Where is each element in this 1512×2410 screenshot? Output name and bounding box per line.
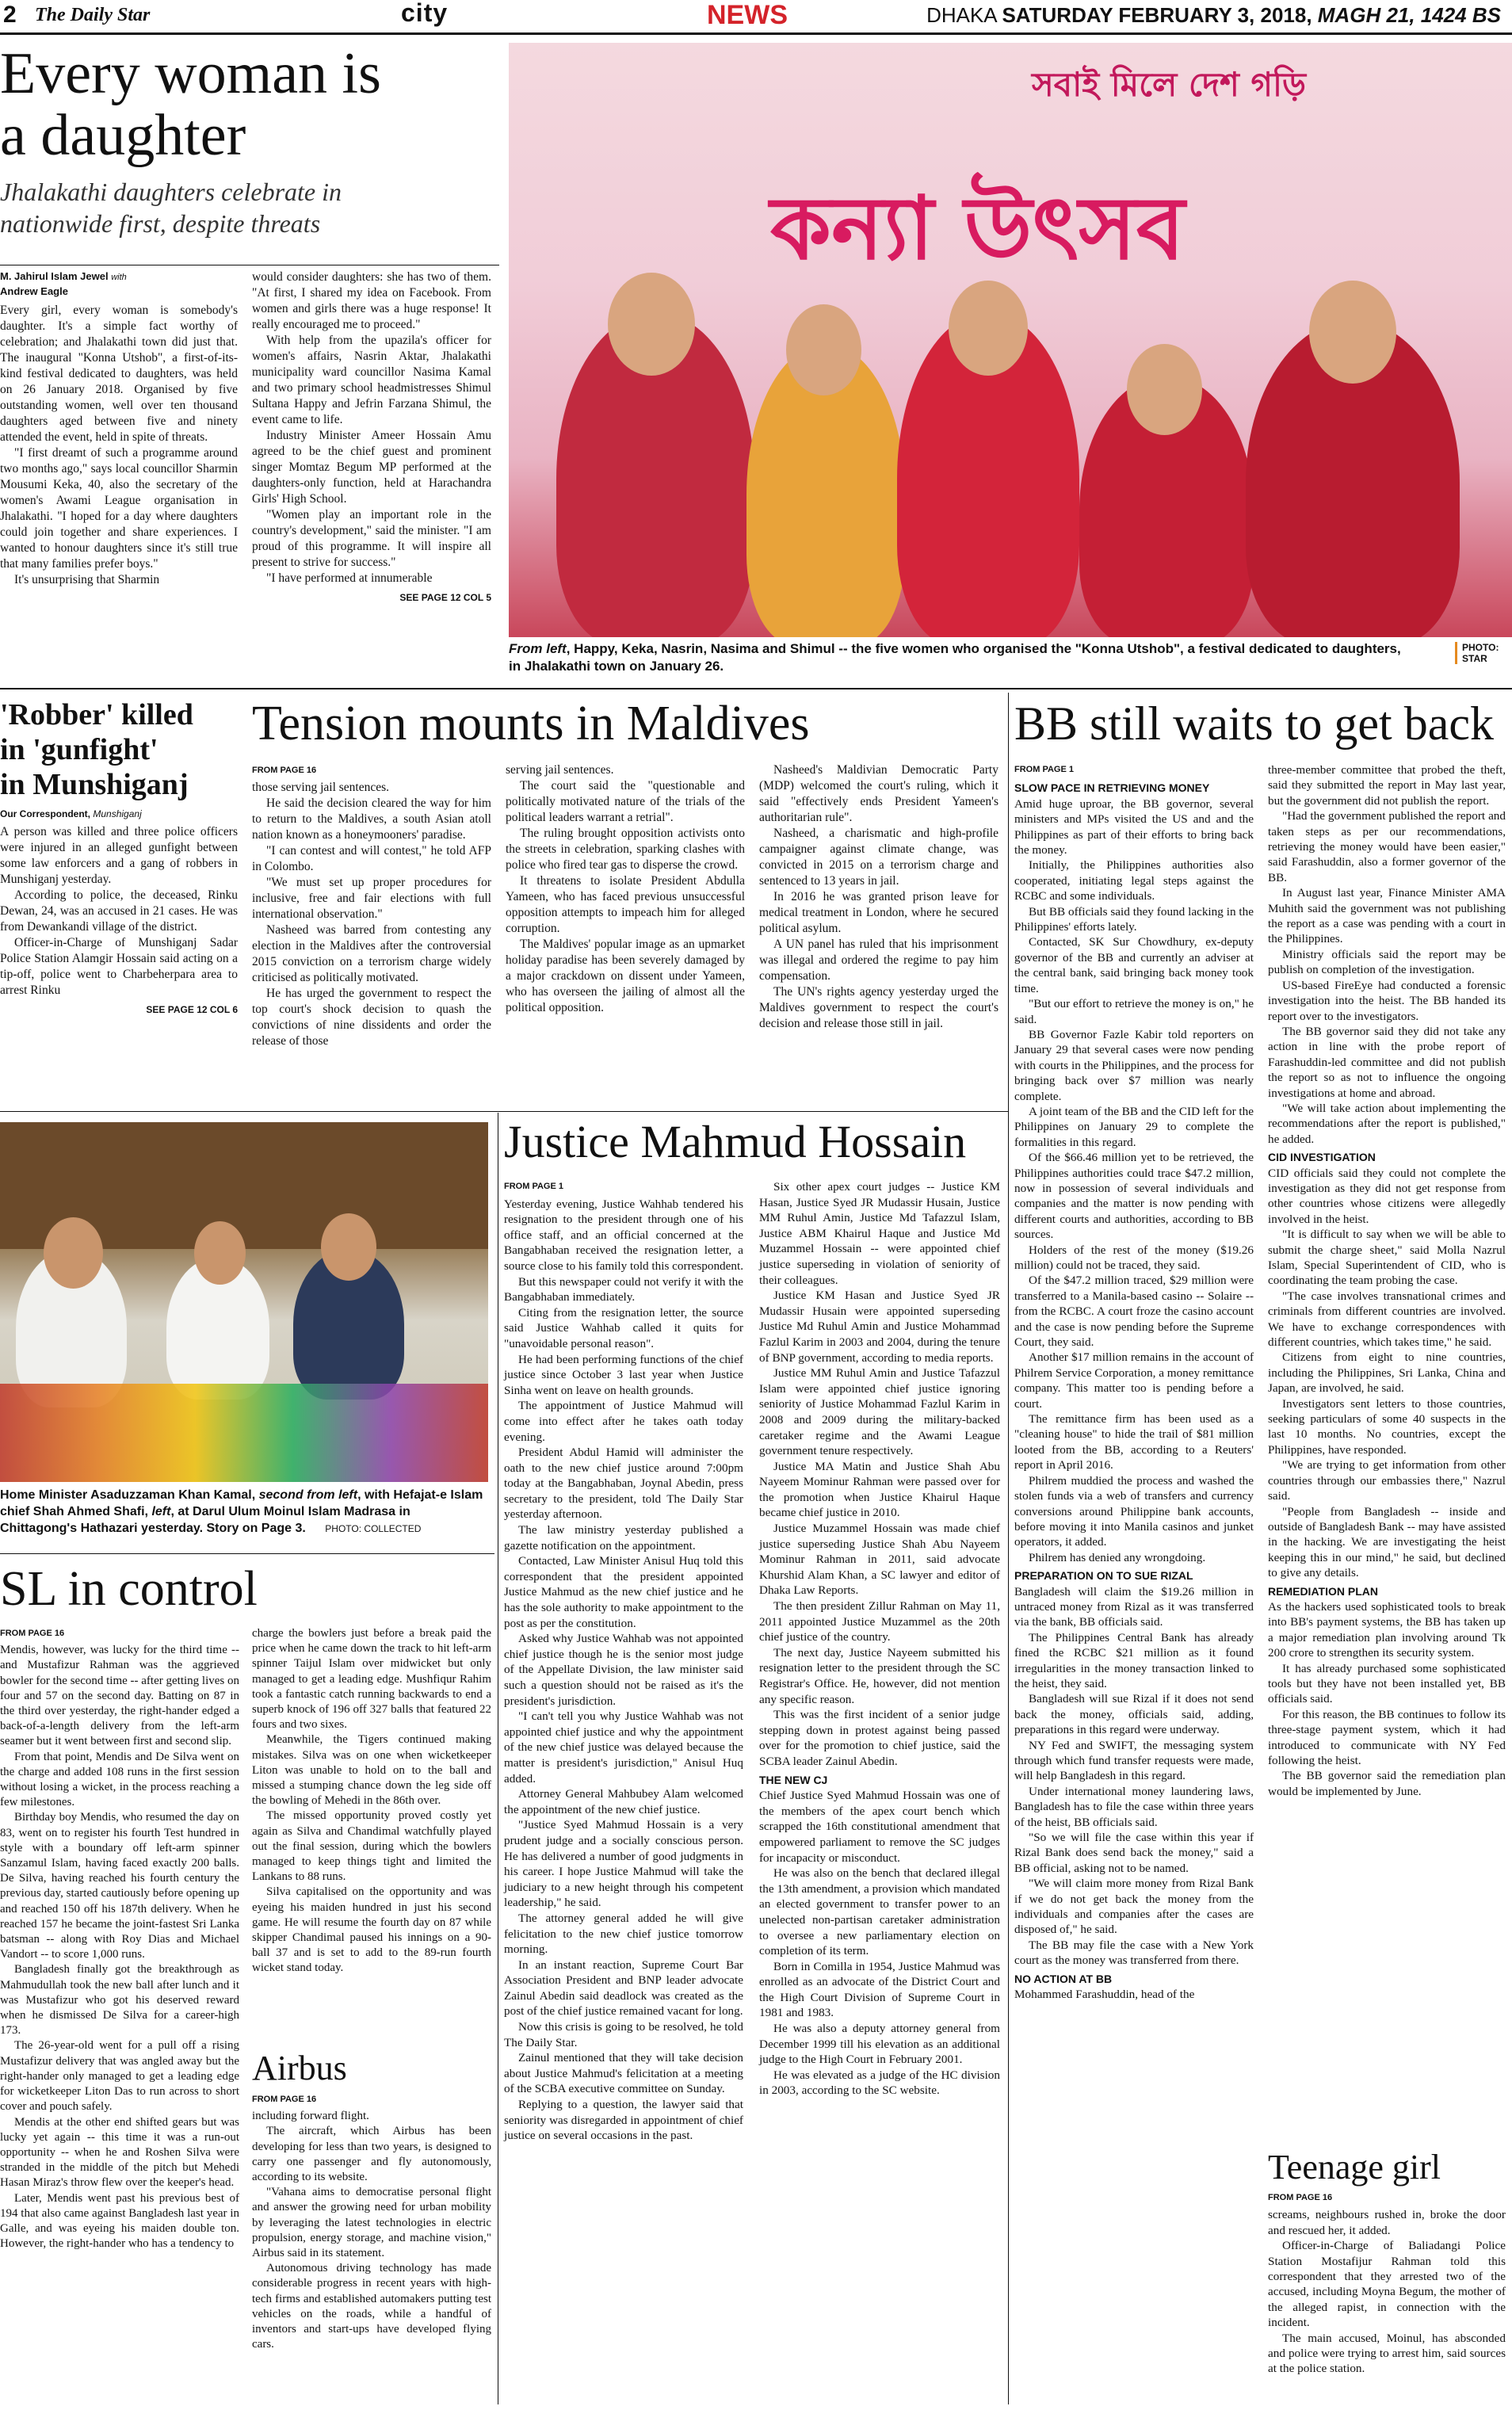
story4-col2: [1268, 762, 1506, 1799]
paragraph: Six other apex court judges -- Justice KM Hasan, Justice Syed JR Mudassir Husain, Justice MM Ruhul Amin, Justice Md Tafazzul Islam, Justice ABM Khairul Haque and Justice Md Muzammel Hossain -- were appointed chief justice superseding in violation of seniority of their colleagues.: [759, 1180, 1000, 1287]
paragraph: Justice KM Hasan and Justice Syed JR Mudassir Husain were appointed superseding Justice Md Ruhul Amin and Justice Mohammad Fazlul Karim in 2003 and 2004, during the tenure of BNP government, according to media reports.: [759, 1289, 1000, 1365]
jump-link[interactable]: SEE PAGE 12 COL 5: [399, 592, 491, 603]
paragraph: He had been performing functions of the chief justice since October 3 last year when Justice Sinha went on leave on health grounds.: [504, 1352, 743, 1397]
story6-col1: FROM PAGE 1 Yesterday evening, Justice Wahhab tendered his resignation to the president through one of his office staff, and an official concerned at the Bangabhaban received the resignation letter, a source close to his family told this correspondent. But this newspaper could not verify it with the Bangabhaban immediately. Citing from the resignation letter, the source said Justice Wahhab called it quits for "unavoidable personal reason". He had been performing functions of the chief justice since October 3 last year when Justice Sinha went on leave on health grounds. The appointment of Justice Mahmud will come into effect after he takes oath today evening. President Abdul Hamid will administer the oath to the new chief justice around 7:00pm today at the Bangabhaban, Joynal Abedin, press secretary to the president, told The Daily Star yesterday afternoon. The law ministry yesterday published a gazette notification on the appointment. Contacted, Law Minister Anisul Huq told this correspondent that the president appointed Justice Mahmud as the new chief justice and he has the sole authority to make appointment to the post as per the constitution. Asked why Justice Wahhab was not appointed chief justice though he is the senior most judge of the Appellate Division, the law minister said such a question should not be raised as it's the president's jurisdiction. "I can't tell you why Justice Wahhab was not appointed chief justice and why the appointment of the new chief justice was delayed because the matter is president's jurisdiction," Anisul Huq added. Attorney General Mahbubey Alam welcomed the appointment of the new chief justice. "Justice Syed Mahmud Hossain is a very prudent judge and a socially conscious person. He has delivered a number of good judgments in his career. I hope Justice Mahmud will take the judiciary to a new height through his competent leadership," he said. The attorney general added he will give felicitation to the new chief justice tomorrow morning. In an instant reaction, Supreme Court Bar Association President and BNP leader advocate Zainul Abedin said deadlock was created as the post of the chief justice remained vacant for long. Now this crisis is going to be resolved, he told The Daily Star. Zainul mentioned that they will take decision about Justice Mahmud's felicitation at a meeting of the SCBA executive committee on Sunday. Replying to a question, the lawyer said that seniority was disregarded in appointment of chief justice on several occasions in the past.: [504, 1182, 743, 2143]
paragraph: "The case involves transnational crimes and criminals from different countries are involved. We have to exchange correspondences with different countries, which takes time," he said.: [1268, 1289, 1506, 1350]
paragraph: Of the $66.46 million yet to be retrieved, the Philippines authorities could trace $47.2 million, now in possession of several individuals and companies and the matter is now pending with different courts and authorities, according to BB sources.: [1014, 1151, 1254, 1242]
paragraph: Replying to a question, the lawyer said that seniority was disregarded in appointment of chief justice on several occasions in the past.: [504, 2098, 743, 2143]
subhead: CID INVESTIGATION: [1268, 1151, 1376, 1164]
headline-robber: 'Robber' killed in 'gunfight' in Munshiganj: [0, 698, 193, 801]
paragraph: charge the bowlers just before a break paid the price when he came down the track to hit left-arm spinner Taijul Islam over midwicket but only managed to get a leading edge. Mushfiqur Rahim took a fantastic catch running backwards to end a superb knock of 196 off 327 balls that featured 22 fours and two sixes.: [252, 1627, 491, 1732]
festival-photo: [509, 43, 1512, 637]
paragraph: Mendis at the other end shifted gears but was lucky yet again -- this time it was a run-out opportunity -- when he and Roshen Silva were stranded in the middle of the pitch but Mehedi Hasan Miraz's throw flew over the keeper's head.: [0, 2115, 239, 2190]
face: [786, 304, 861, 395]
paragraph: For this reason, the BB continues to follow its three-stage payment system, which it had introduced to communicate with NY Fed following the heist.: [1268, 1707, 1506, 1767]
paragraph: From that point, Mendis and De Silva went on the charge and added 108 runs in the first session without losing a wicket, in the process reaching a few milestones.: [0, 1750, 239, 1809]
paragraph: "So we will file the case within this year if Rizal Bank does send back the money," said a BB official, asking not to be named.: [1014, 1831, 1254, 1875]
paragraph: Silva capitalised on the opportunity and was eyeing his maiden hundred in just his second game. He will resume the fourth day on 87 while skipper Chandimal paused his innings on a 90-ball 37 and is set to add to the 89-run fourth wicket stand today.: [252, 1885, 491, 1975]
paragraph: Mohammed Farashuddin, head of the: [1014, 1988, 1195, 2002]
paragraph: Justice Muzammel Hossain was made chief justice superseding Justice Shah Abu Nayeem Mominur Rahman in 2011, said advocate Khurshid Alam Khan, a SC lawyer and editor of Dhaka Law Reports.: [759, 1522, 1000, 1598]
story9-body: FROM PAGE 16 screams, neighbours rushed in, broke the door and rescued her, it added. Officer-in-Charge of Baliadangi Police Station Mostafijur Rahman told this correspondent that they arrested two of the accused, including Moyna Begum, the mother of the alleged rapist, in connection with the incident. The main accused, Moinul, has absconded and police were trying to arrest him, said sources at the police station.: [1268, 2193, 1506, 2376]
headline-justice: Justice Mahmud Hossain: [504, 1116, 967, 1167]
divider: [0, 1111, 1008, 1112]
paragraph: Bangladesh will claim the $19.26 million in untraced money from Rizal as it was transferred via the bank, BB officials said.: [1014, 1584, 1254, 1629]
paragraph: Zainul mentioned that they will take decision about Justice Mahmud's felicitation at a meeting of the SCBA executive committee on Sunday.: [504, 2051, 743, 2096]
story8-body: FROM PAGE 16 including forward flight. The aircraft, which Airbus has been developing for less than two years, is designed to carry one passenger and fly autonomously, according to its website. "Vahana aims to democratise personal flight and answer the growing need for urban mobility by leveraging the latest technologies in electric propulsion, energy storage, and machine vision," Airbus said in its statement. Autonomous driving technology has made considerable progress in recent years with high-tech firms and established automakers putting test vehicles on the roads, while a handful of inventors and start-ups have developed flying cars.: [252, 2095, 491, 2351]
paragraph: The then president Zillur Rahman on May 11, 2011 appointed Justice Muzammel as the 20th chief justice of the country.: [759, 1599, 1000, 1644]
story7-col1: FROM PAGE 16 Mendis, however, was lucky for the third time -- and Mustafizur Rahman was the aggrieved bowler for the second time -- after getting lives on four and 57 on the second day. Batting on 87 in the third over yesterday, the right-hander edged a back-of-a-length delivery from the left-arm seamer but it went between first and second slip. From that point, Mendis and De Silva went on the charge and added 108 runs in the first session without losing a wicket, in the process reaching a few milestones. Birthday boy Mendis, who resumed the day on 83, went on to register his fourth Test hundred in style with a boundary off left-arm spinner Sanzamul Islam, having faced exactly 200 balls. De Silva, having reached his fourth century the previous day, started cautiously before opening up and reached 150 off his 187th delivery. When he reached 157 he became the joint-fastest Sri Lanka batsman -- along with Roy Dias and Michael Vandort -- to score 1,000 runs. Bangladesh finally got the breakthrough as Mahmudullah took the new ball after lunch and it was Mustafizur who got his deserved reward when he dismissed De Silva for a career-high 173. The 26-year-old went for a pull off a rising Mustafizur delivery that was angled away but the right-hander only managed to get a leading edge for wicketkeeper Liton Das to run across to short cover and pouch safely. Mendis at the other end shifted gears but was lucky yet again -- this time it was a run-out opportunity -- when he and Roshen Silva were stranded in the middle of the pitch but Mehedi Hasan Miraz's throw flew over the keeper's head. Later, Mendis went past his previous best of 194 that also came against Bangladesh last year in Galle, and was eyeing his maiden double ton. However, the right-hander who has a tendency to: [0, 1626, 239, 2251]
paragraph: He was also a deputy attorney general from December 1999 till his elevation as an additional judge to the High Court in February 2001.: [759, 2022, 1000, 2067]
paragraph: "We are trying to get information from other countries through our embassies there," Nazrul said.: [1268, 1458, 1506, 1503]
story-every-woman: [0, 43, 499, 239]
paragraph: The 26-year-old went for a pull off a rising Mustafizur delivery that was angled away but the right-hander only managed to get a leading edge for wicketkeeper Liton Das to run across to short cover and pouch safely.: [0, 2039, 239, 2114]
paragraph: Chief Justice Syed Mahmud Hossain was one of the members of the apex court bench which scrapped the 16th constitutional amendment that empowered parliament to remove the SC judges for incapacity or misconduct.: [759, 1789, 1000, 1865]
paragraph: Later, Mendis went past his previous best of 194 that also came against Bangladesh last year in Galle, and was eyeing his maiden double ton. However, the right-hander who has a tendency to: [0, 2191, 239, 2251]
story-robber: [0, 697, 238, 1018]
deck-every-woman: Jhalakathi daughters celebrate in nationwide first, despite threats: [0, 178, 342, 238]
paragraph: Asked why Justice Wahhab was not appointed chief justice though he is the senior most judge of the Appellate Division, the law minister said such a question should not be raised as it's the president's jurisdiction.: [504, 1632, 743, 1708]
face: [321, 1213, 376, 1281]
paragraph: Meanwhile, the Tigers continued making mistakes. Silva was on one when wicketkeeper Liton was unable to hold on to the ball and missed a stumping chance down the leg side off the bowling of Mehedi in the 86th over.: [252, 1733, 491, 1808]
paragraph: Initially, the Philippines authorities also cooperated, initiating legal steps against the RCBC and some individuals.: [1014, 858, 1254, 903]
headline-teenage: Teenage girl: [1268, 2148, 1441, 2187]
face: [1127, 344, 1202, 435]
paragraph: The law ministry yesterday published a gazette notification on the appointment.: [504, 1523, 743, 1553]
paragraph: The next day, Justice Nayeem submitted his resignation letter to the president through the SC Registrar's Office. He, however, did not mention any specific reason.: [759, 1645, 1000, 1706]
paragraph: Of the $47.2 million traced, $29 million were transferred to a Manila-based casino -- Solaire -- from the RCBC. A court froze the casino account and the case is now pending before the Supreme Court, they said.: [1014, 1274, 1254, 1350]
paragraph: The remittance firm has been used as a "cleaning house" to hide the trail of $81 million looted from the BB, according to a Reuters' report in April 2016.: [1014, 1412, 1254, 1472]
paragraph: The BB governor said they did not take any action in line with the probe report of Farashuddin-led committee and did not publish the report so as not to influence the ongoing investigations at home and abroad.: [1268, 1024, 1506, 1100]
paragraph: Born in Comilla in 1954, Justice Mahmud was enrolled as an advocate of the District Court and the High Court Division of Supreme Court in 1981 and 1983.: [759, 1959, 1000, 2020]
jump-link[interactable]: SEE PAGE 12 COL 6: [146, 1004, 238, 1015]
masthead: [0, 0, 1512, 35]
paragraph: "We will take action about implementing the recommendations after the report is published," he added.: [1268, 1101, 1506, 1146]
story3-col1: FROM PAGE 16 those serving jail sentences. He said the decision cleared the way for him to return to the Maldives, a south Asian atoll nation known as a honeymooners' paradise. "I can contest and will contest," he told AFP in Colombo. "We must set up proper procedures for inclusive, free and fair elections with full international observation." Nasheed was barred from contesting any election in the Maldives after the controversial 2015 conviction on a terrorism charge widely criticised as politically motivated. He has urged the government to respect the top court's shock decision to quash the convictions of nine dissidents and order the release of those: [252, 766, 491, 1048]
paragraph: Bangladesh will sue Rizal if it does not send back the money, officials said, adding, preparations in this regard were underway.: [1014, 1692, 1254, 1737]
paragraph: In August last year, Finance Minister AMA Muhith said the government was not publishing the report as a case was pending with a court in the Philippines.: [1268, 886, 1506, 946]
story3-col2: serving jail sentences. The court said the "questionable and politically motivated nature of the trials of the political leaders warrant a retrial". The ruling brought opposition activists onto the streets in celebration, sparking clashes with police who fired tear gas to disperse the crowd. It threatens to isolate President Abdulla Yameen, who has faced previous unsuccessful opposition attempts to impeach him for alleged corruption. The Maldives' popular image as an upmarket holiday paradise has been severely damaged by a major crackdown on dissent under Yameen, who has overseen the jailing of almost all the political opposition.: [506, 763, 745, 1014]
food-table: [0, 1384, 488, 1482]
divider: [0, 688, 1512, 689]
subhead: REMEDIATION PLAN: [1268, 1584, 1378, 1598]
paragraph: Mendis, however, was lucky for the third time -- and Mustafizur Rahman was the aggrieved bowler for the second time -- after getting lives on four and 57 on the second day. Batting on 87 in the third over yesterday, the right-hander edged a back-of-a-length delivery from the left-arm seamer but it went between first and second slip.: [0, 1644, 239, 1748]
paragraph: Citing from the resignation letter, the source said Justice Wahhab called it quits for "unavoidable personal reason".: [504, 1305, 743, 1350]
paragraph: Birthday boy Mendis, who resumed the day on 83, went on to register his fourth Test hundred in style with a boundary off left-arm spinner Sanzamul Islam, having faced exactly 200 balls. De Silva, having reached his fourth century the previous day, started cautiously before opening up and reached 150 off his 187th delivery. When he reached 157 he became the joint-fastest Sri Lanka batsman -- along with Roy Dias and Michael Vandort -- to score 1,000 runs.: [0, 1811, 239, 1961]
subhead: NO ACTION AT BB: [1014, 1972, 1113, 1985]
paragraph: Justice MM Ruhul Amin and Justice Tafazzul Islam were appointed chief justice ignoring seniority of Justice Mohammad Fazlul Karim in 2008 and 2009 during the military-backed caretaker regime and the Awami League government tenure respectively.: [759, 1366, 1000, 1458]
story3-col3: Nasheed's Maldivian Democratic Party (MDP) welcomed the court's ruling, which it said "effectively ends President Yameen's authoritarian rule". Nasheed, a charismatic and high-profile campaigner against climate change, was convicted in 2015 on a terrorism charge and sentenced to 13 years in jail. In 2016 he was granted prison leave for medical treatment in London, where he secured political asylum. A UN panel has ruled that his imprisonment was illegal and ordered the regime to pay him compensation. The UN's rights agency yesterday urged the Maldives government to respect the court's decision and release those still in jail.: [759, 763, 998, 1030]
byline: Our Correspondent, Munshiganj: [0, 808, 142, 819]
headline-sl: SL in control: [0, 1562, 258, 1616]
paragraph: Attorney General Mahbubey Alam welcomed the appointment of the new chief justice.: [504, 1787, 743, 1816]
paragraph: "But our effort to retrieve the money is on," he said.: [1014, 997, 1254, 1026]
paragraph: Yesterday evening, Justice Wahhab tendered his resignation to the president through one of his office staff, and an official concerned at the Bangabhaban received the resignation letter, a source close to his family told this correspondent.: [504, 1197, 743, 1273]
paragraph: Holders of the rest of the money ($19.26 million) could not be traced, they said.: [1014, 1243, 1254, 1272]
minister-caption: Home Minister Asaduzzaman Khan Kamal, second from left, with Hefajat-e Islam chief Shah Ahmed Shafi, left, at Darul Ulum Moinul Islam Madrasa in Chittagong's Hathazari yesterday. Story on Page 3. PHOTO: COLLECTED: [0, 1488, 483, 1535]
paragraph: "We will claim more money from Rizal Bank if we do not get back the money from the individuals and companies after the cases are disposed of," he said.: [1014, 1877, 1254, 1937]
paragraph: three-member committee that probed the theft, said they submitted the report in May last year, but the government did not publish the report.: [1268, 763, 1506, 808]
paragraph: Bangladesh finally got the breakthrough as Mahmudullah took the new ball after lunch and it was Mustafizur who got his deserved reward when he dismissed De Silva for a career-high 173.: [0, 1963, 239, 2038]
banner-text-top: সবাই মিলে দেশ গড়ি: [1032, 65, 1307, 104]
paragraph: "Justice Syed Mahmud Hossain is a very prudent judge and a socially conscious person. He has delivered a number of good judgments in his career. I hope Justice Mahmud will take the judiciary to a new height through his competent leadership," he said.: [504, 1818, 743, 1910]
headline-maldives: Tension mounts in Maldives: [252, 697, 810, 750]
photo-credit: PHOTO: COLLECTED: [325, 1523, 422, 1534]
paragraph: He was also on the bench that declared illegal the 13th amendment, a provision which mandated an elected government to transfer power to an unelected non-partisan caretaker administration to oversee a new parliamentary election on completion of its term.: [759, 1866, 1000, 1958]
paragraph: US-based FireEye had conducted a forensic investigation into the heist. The BB handed its report over to the investigators.: [1268, 978, 1506, 1023]
paragraph: "It is difficult to say when we will be able to submit the charge sheet," said Molla Nazrul Islam, Special Superintendent of CID, who is coordinating the team probing the case.: [1268, 1228, 1506, 1288]
paragraph: Investigators sent letters to those countries, seeking particulars of some 40 suspects in the last 10 months. No countries, except the Philippines, have responded.: [1268, 1396, 1506, 1457]
paragraph: As the hackers used sophisticated tools to break into BB's payment systems, the BB has taken up a major remediation plan involving around Tk 200 crore to strengthen its security system.: [1268, 1599, 1506, 1660]
minister-photo: [0, 1122, 488, 1482]
headline-airbus: Airbus: [252, 2049, 347, 2087]
paragraph: The BB may file the case with a New York court as the money was transferred from there.: [1014, 1938, 1254, 1968]
paragraph: This was the first incident of a senior judge stepping down in protest against being passed over for the promotion to chief justice, said the SCBA leader Zainul Abedin.: [759, 1708, 1000, 1768]
paragraph: NY Fed and SWIFT, the messaging system through which fund transfer requests were made, will help Bangladesh in this regard.: [1014, 1738, 1254, 1783]
paragraph: The Philippines Central Bank has already fined the RCBC $21 million as it found irregularities in the money transaction linked to the heist, they said.: [1014, 1630, 1254, 1690]
paragraph: Philrem muddied the process and washed the stolen funds via a web of transfers and currency conversions around Philippine bank accounts, before moving it into Manila casinos and junket operators, it added.: [1014, 1473, 1254, 1549]
paragraph: BB Governor Fazle Kabir told reporters on January 29 that several cases were now pending with courts in the Philippines, and the process for bringing back over $7 million was nearly complete.: [1014, 1027, 1254, 1103]
subhead: THE NEW CJ: [759, 1773, 828, 1786]
paragraph: But BB officials said they found lacking in the Philippines' efforts lately.: [1014, 904, 1254, 934]
paragraph: Citizens from eight to nine countries, including the Philippines, Sri Lanka, China and Japan, are involved, he said.: [1268, 1350, 1506, 1396]
paragraph: A joint team of the BB and the CID left for the Philippines on January 29 to complete the formalities in this regard.: [1014, 1104, 1254, 1149]
face: [194, 1221, 246, 1285]
paragraph: The attorney general added he will give felicitation to the new chief justice tomorrow morning.: [504, 1911, 743, 1957]
paragraph: Ministry officials said the report may be publish on completion of the investigation.: [1268, 947, 1506, 977]
column-rule: [1008, 693, 1009, 2404]
byline: M. Jahirul Islam Jewel with Andrew Eagle: [0, 270, 127, 297]
paragraph: Contacted, SK Sur Chowdhury, ex-deputy governor of the BB and currently an adviser at the central bank, said bringing back money took time.: [1014, 935, 1254, 995]
paragraph: Now this crisis is going to be resolved, he told The Daily Star.: [504, 2020, 743, 2049]
face: [1309, 281, 1396, 384]
paragraph: "People from Bangladesh -- inside and outside of Bangladesh Bank -- may have assisted in the hacking. We are investigating the heist keeping this in our mind," he said, but declined to give any details.: [1268, 1504, 1506, 1580]
banner-text-main: কন্যা উৎসব: [770, 178, 1186, 279]
paragraph: Another $17 million remains in the account of Philrem Service Corporation, a money remittance company. This matter too is pending before a court.: [1014, 1350, 1254, 1411]
paragraph: But this newspaper could not verify it with the Bangabhaban immediately.: [504, 1274, 743, 1304]
page-number: 2: [3, 2, 17, 28]
paragraph: President Abdul Hamid will administer the oath to the new chief justice around 7:00pm today at the Bangabhaban, Joynal Abedin, press secretary to the president, told The Daily Star yesterday afternoon.: [504, 1446, 743, 1522]
paragraph: Philrem has denied any wrongdoing.: [1029, 1550, 1206, 1564]
festival-caption: From left, Happy, Keka, Nasrin, Nasima and Shimul -- the five women who organised the "Konna Utshob", a festival dedicated to daughters, in Jhalakathi town on January 26.: [509, 641, 1401, 674]
paragraph: It has already purchased some sophisticated tools but they have not been installed yet, BB officials said.: [1268, 1661, 1506, 1706]
story1-col1: M. Jahirul Islam Jewel with Andrew Eagle Every girl, every woman is somebody's daughter. It's a simple fact worthy of celebration; and Jhalakathi town did just that. The inaugural "Konna Utshob", a first-of-its-kind festival dedicated to daughters, was held on 26 January 2018. Organised by five outstanding women, well over ten thousand daughters aged between five and ninety attended the event, held in spite of threats. "I first dreamt of such a programme around two months ago," says local councillor Sharmin Mousumi Keka, 40, also the secretary of the women's Awami League organisation in Jhalakathi. "I hoped for a day where daughters could join together and share experiences. I wanted to honour daughters since it's still true that many families prefer boys." It's unsurprising that Sharmin: [0, 270, 238, 586]
face: [608, 273, 695, 376]
story6-col2: [759, 1179, 1000, 2099]
paper-name: The Daily Star: [35, 5, 151, 25]
section-name: city: [401, 0, 449, 27]
paragraph: The appointment of Justice Mahmud will come into effect after he takes oath today evening.: [504, 1399, 743, 1444]
story7-col2: [252, 1626, 491, 1977]
headline-every-woman: Every woman is a daughter: [0, 41, 381, 168]
headline-bb: BB still waits to get back: [1014, 697, 1494, 750]
paragraph: CID officials said they could not complete the investigation as they did not get response from other countries whose citizens were allegedly involved in the heist.: [1268, 1166, 1506, 1226]
subhead: PREPARATION ON TO SUE RIZAL: [1014, 1569, 1193, 1583]
story2-body: A person was killed and three police officers were injured in an alleged gunfight between some law enforcers and a gang of robbers in Munshiganj yesterday. According to police, the deceased, Rinku Dewan, 24, was an accused in 21 cases. He was from Dewankandi village of the district. Officer-in-Charge of Munshiganj Sadar Police Station Alamgir Hossain said acting on a tip-off, police went to Charbeherpara area to arrest Rinku SEE PAGE 12 COL 6: [0, 824, 238, 1018]
photo-credit: PHOTO: STAR: [1455, 642, 1510, 664]
story1-col2: would consider daughters: she has two of them. "At first, I shared my idea on Facebook. From women and girls there was a huge response! It really encouraged me to proceed." With help from the upazila's officer for women's affairs, Nasrin Aktar, Jhalakathi municipality ward councillor Nasima Kamal and two primary school headmistresses Shimul Sultana Happy and Jefrin Farzana Shimul, the event came to life. Industry Minister Ameer Hossain Amu agreed to be the chief guest and prominent singer Momtaz Begum MP performed at the daughters-only function, held at Harachandra Girls' High School. "Women play an important role in the country's development," said the minister. "I am proud of this programme. It will inspire all present to strive for success." "I have performed at innumerable SEE PAGE 12 COL 5: [252, 269, 491, 605]
dateline: DHAKA SATURDAY FEBRUARY 3, 2018, MAGH 21, 1424 BS: [926, 3, 1501, 27]
paragraph: Amid huge uproar, the BB governor, several ministers and MPs visited the US and and the Philippines as part of their efforts to bring back the money.: [1014, 796, 1254, 857]
paragraph: The missed opportunity proved costly yet again as Silva and Chandimal watchfully played out the final session, during which the bowlers managed to keep things tight and limited the Lankans to 88 runs.: [252, 1809, 491, 1884]
divider: [0, 1553, 494, 1554]
paragraph: Contacted, Law Minister Anisul Huq told this correspondent that the president appointed Justice Mahmud as the new chief justice and he has the sole authority to make appointment to the post as per the constitution.: [504, 1554, 743, 1630]
paragraph: "I can't tell you why Justice Wahhab was not appointed chief justice and why the appointment of the new chief justice was delayed because the matter is president's jurisdiction," Anisul Huq added.: [504, 1709, 743, 1786]
subhead: SLOW PACE IN RETRIEVING MONEY: [1014, 781, 1210, 795]
paragraph: In an instant reaction, Supreme Court Bar Association President and BNP leader advocate Zainul Abedin said deadlock was created as the post of the chief justice remained vacant for long.: [504, 1957, 743, 2019]
face: [44, 1217, 103, 1289]
paragraph: Justice MA Matin and Justice Shah Abu Nayeem Mominur Rahman were passed over for the promotion when Justice Khairul Haque became chief justice in 2010.: [759, 1459, 1000, 1520]
paragraph: The BB governor said the remediation plan would be implemented by June.: [1268, 1769, 1506, 1798]
paragraph: "Had the government published the report and taken steps as per our recommendations, retrieving the money would have been easier," said Farashuddin, also a former governor of the BB.: [1268, 809, 1506, 884]
face: [949, 281, 1028, 376]
paragraph: He was elevated as a judge of the HC division in 2003, according to the SC website.: [759, 2068, 1000, 2098]
paragraph: Under international money laundering laws, Bangladesh has to file the case within three years of the heist, BB officials said.: [1014, 1784, 1254, 1829]
news-label: NEWS: [707, 0, 788, 30]
story4-col1: FROM PAGE 1 SLOW PACE IN RETRIEVING MONEY Amid huge uproar, the BB governor, several ministers and MPs visited the US and and the Philippines as part of their efforts to bring back the money. Initially, the Philippines authorities also cooperated, initiating legal steps against the RCBC and some individuals. But BB officials said they found lacking in the Philippines' efforts lately. Contacted, SK Sur Chowdhury, ex-deputy governor of the BB and currently an adviser at the central bank, said bringing back money took time. "But our effort to retrieve the money is on," he said. BB Governor Fazle Kabir told reporters on January 29 that several cases were now pending with courts in the Philippines, and the process for bringing back over $7 million was nearly complete. A joint team of the BB and the CID left for the Philippines on January 29 to complete the formalities in this regard. Of the $66.46 million yet to be retrieved, the Philippines authorities could trace $47.2 million, now in possession of several individuals and companies and the matter is now pending with different courts and authorities, according to BB sources. Holders of the rest of the money ($19.26 million) could not be traced, they said. Of the $47.2 million traced, $29 million were transferred to a Manila-based casino -- Solaire -- from the RCBC. A court froze the casino account and the case is now pending before the Supreme Court, they said. Another $17 million remains in the account of Philrem Service Corporation, a money remittance company. This matter too is pending before a court. The remittance firm has been used as a "cleaning house" to hide the trail of $81 million looted from the BB, according to a Reuters' report in April 2016. Philrem muddied the process and washed the stolen funds via a web of transfers and currency conversions around Philippine bank accounts, before moving it into Manila casinos and junket operators, it added. Philrem has denied any wrongdoing. PREPARATION ON TO SUE RIZAL Bangladesh will claim the $19.26 million in untraced money from Rizal as it was transferred via the bank, BB officials said. The Philippines Central Bank has already fined the RCBC $21 million as it found irregularities in the money transaction linked to the heist, they said. Bangladesh will sue Rizal if it does not send back the money, officials said, adding, preparations in this regard were underway. NY Fed and SWIFT, the messaging system through which fund transfer requests were made, will help Bangladesh in this regard. Under international money laundering laws, Bangladesh has to file the case within three years of the heist, BB officials said. "So we will file the case within this year if Rizal Bank does send back the money," said a BB official, asking not to be named. "We will claim more money from Rizal Bank if we do not get back the money from the individuals and companies after the cases are disposed of," he said. The BB may file the case with a New York court as the money was transferred from there. NO ACTION AT BB Mohammed Farashuddin, head of the: [1014, 765, 1254, 2002]
